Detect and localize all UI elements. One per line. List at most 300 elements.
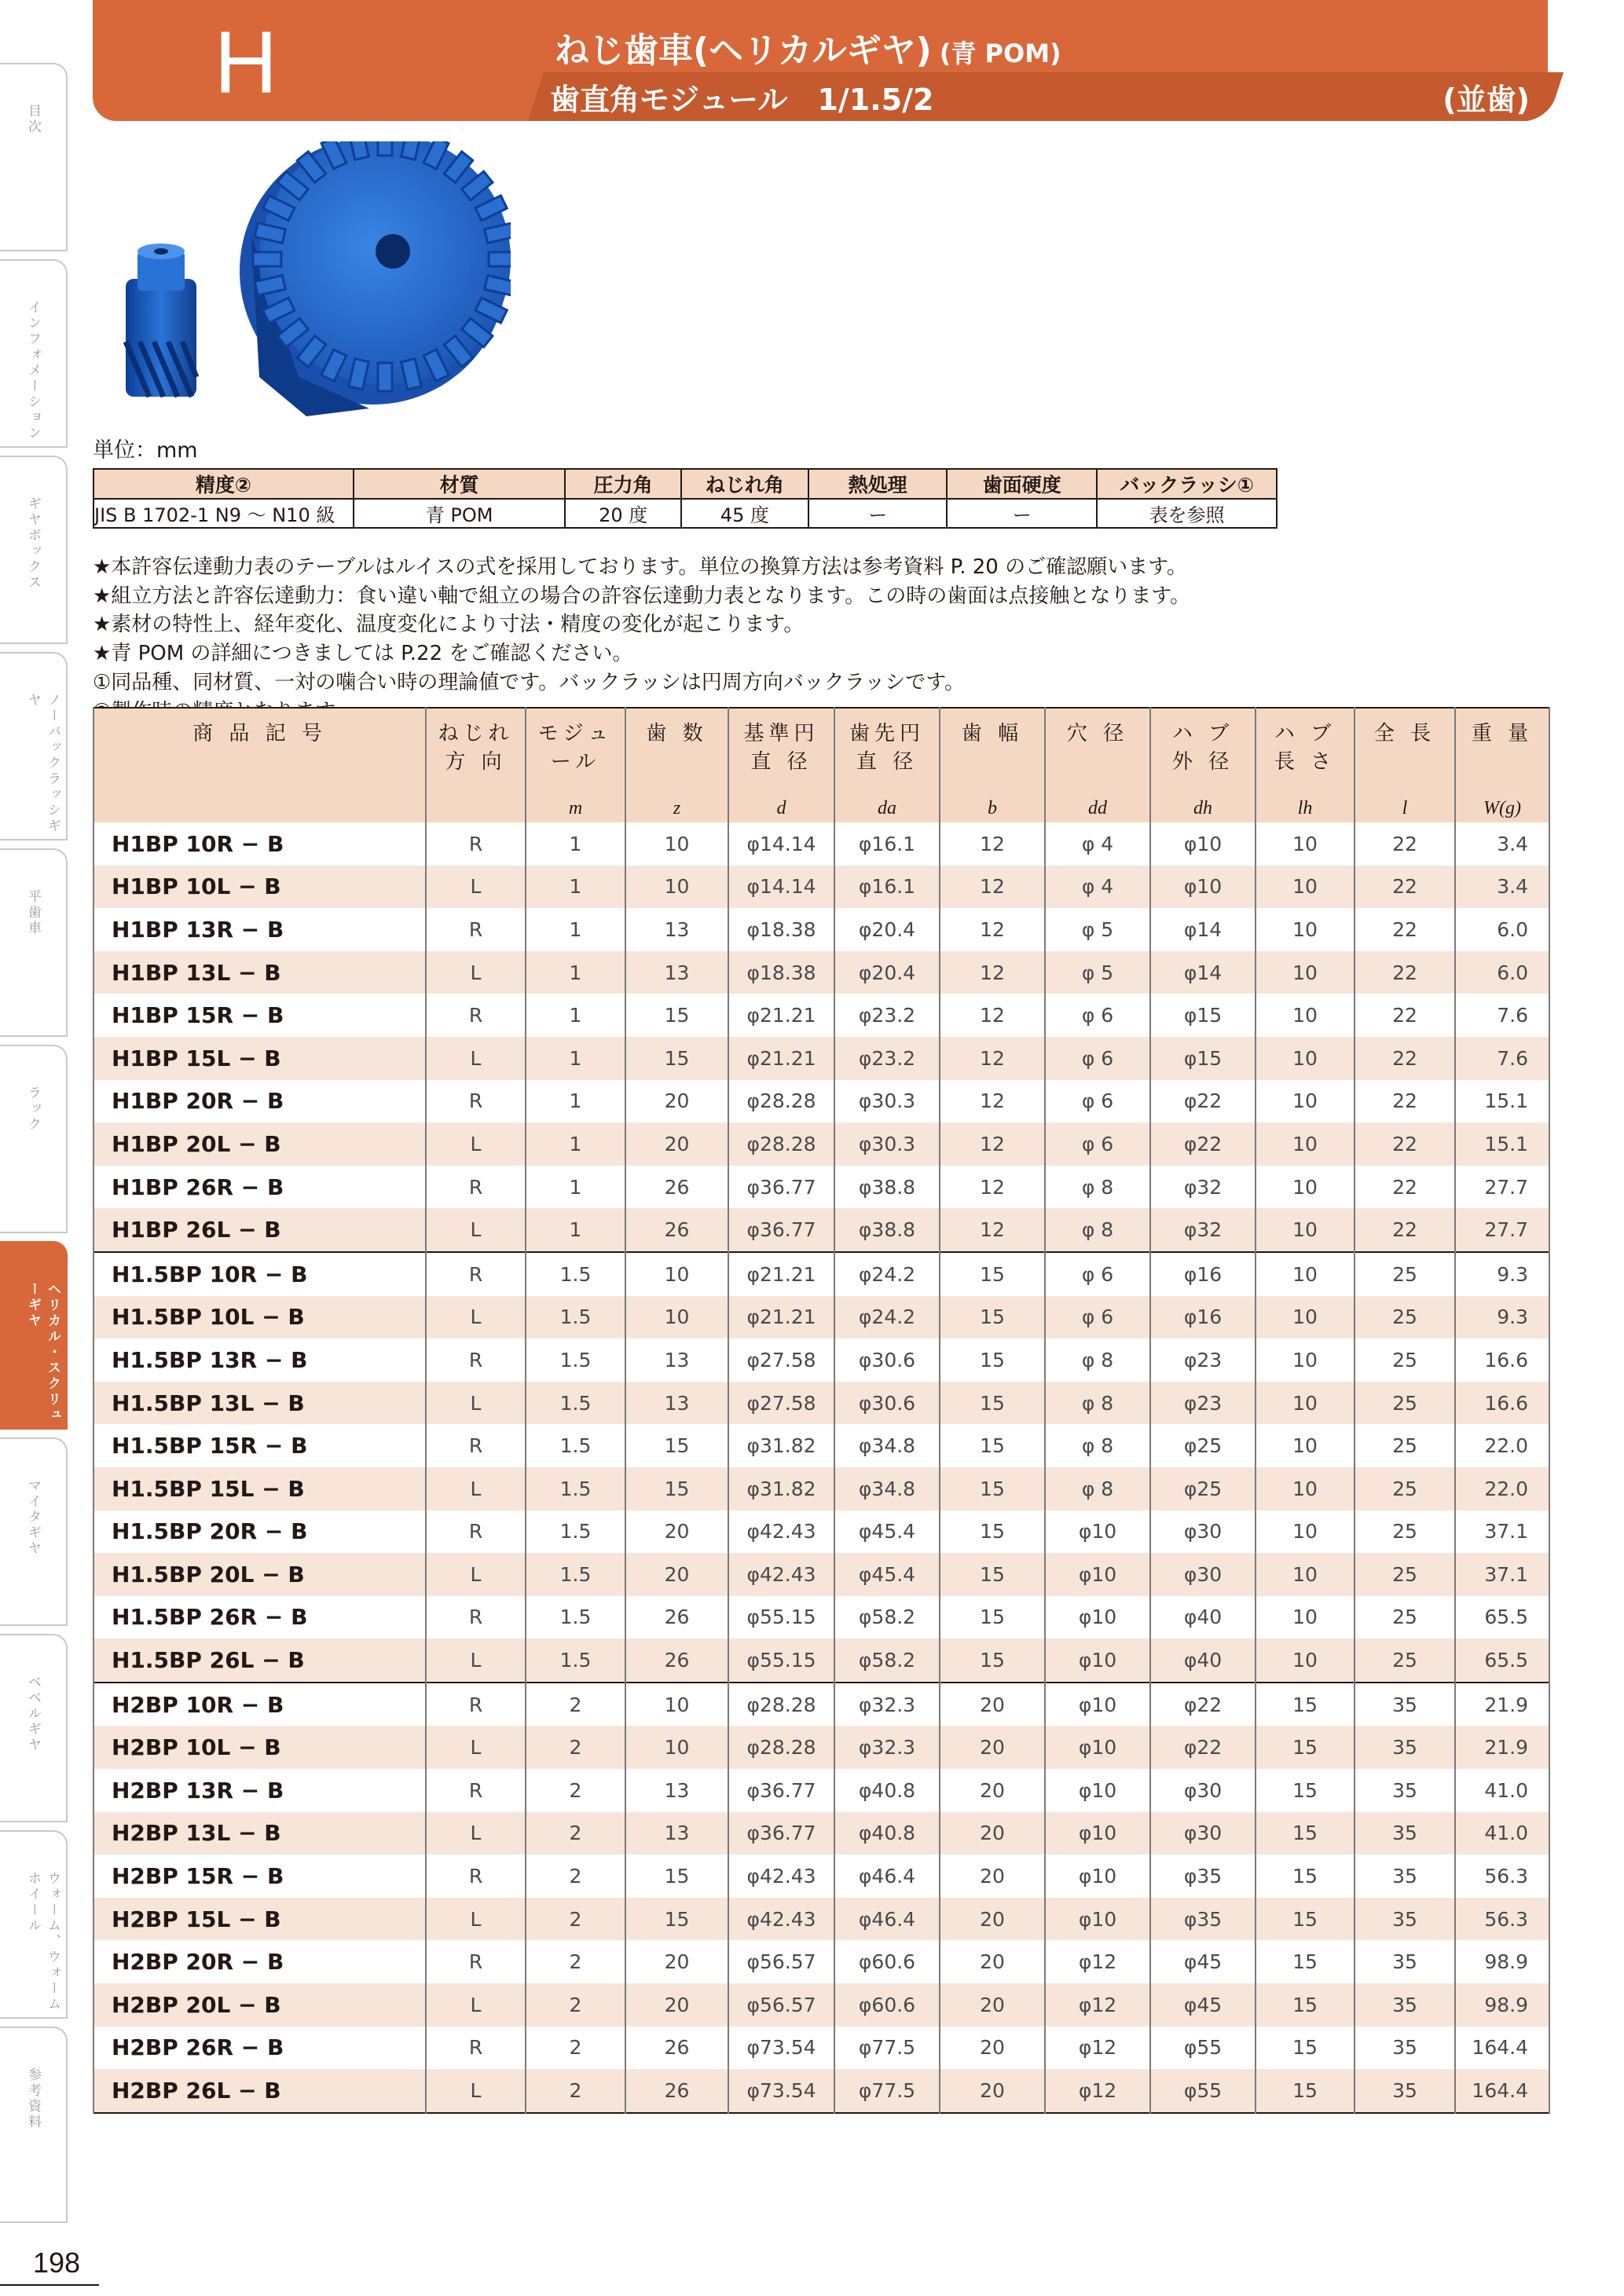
table-row (93, 1855, 1549, 1898)
table-cell: φ32 (1150, 1166, 1256, 1209)
table-cell: L (426, 2069, 526, 2113)
product-code-cell: H1BP 26R − B (93, 1166, 426, 1209)
table-cell: R (426, 908, 526, 951)
table-cell: φ27.58 (728, 1338, 834, 1382)
product-code-cell: H1BP 15R − B (93, 994, 426, 1037)
table-cell: φ 5 (1045, 908, 1150, 951)
table-cell: 13 (625, 1769, 728, 1812)
table-cell: φ10 (1045, 1683, 1150, 1727)
table-row (93, 951, 1549, 994)
column-symbol: lh (1256, 794, 1355, 822)
note-line: ①同品種、同材質、一対の噛合い時の理論値です。バックラッシは円周方向バックラッシです。 (93, 670, 966, 694)
table-row (93, 1382, 1549, 1425)
table-cell: φ40 (1150, 1596, 1256, 1639)
table-cell: 10 (1256, 908, 1355, 951)
column-header-line2: 外 径 (1171, 750, 1234, 774)
product-table (93, 707, 1550, 2114)
spec-value-cell: 45 度 (681, 499, 808, 528)
table-cell: φ25 (1150, 1424, 1256, 1467)
table-cell: φ14.14 (728, 866, 834, 909)
table-cell: 20 (625, 1080, 728, 1123)
table-row (93, 1296, 1549, 1339)
table-cell: 1 (526, 822, 625, 866)
table-cell: φ46.4 (834, 1898, 940, 1941)
table-cell: φ22 (1150, 1122, 1256, 1166)
table-cell: 1 (526, 1166, 625, 1209)
spec-header-cell: バックラッシ① (1097, 469, 1277, 499)
column-header-line1: 基準円 (743, 722, 819, 745)
table-cell: 10 (625, 1683, 728, 1727)
table-cell: R (426, 822, 526, 866)
table-cell: 15 (940, 1639, 1045, 1683)
gear-tooth (489, 252, 511, 266)
table-cell: 9.3 (1455, 1296, 1549, 1339)
table-row (93, 1553, 1549, 1596)
table-header-row (93, 708, 1549, 794)
table-cell: 20 (940, 1898, 1045, 1941)
table-cell: 1 (526, 951, 625, 994)
side-tab[interactable] (0, 1045, 68, 1233)
spec-header-cell: 熱処理 (808, 469, 948, 499)
column-header (1355, 708, 1455, 794)
table-cell: φ10 (1045, 1769, 1150, 1812)
table-cell: φ73.54 (728, 2027, 834, 2070)
table-cell: φ36.77 (728, 1166, 834, 1209)
table-cell: 10 (1256, 1037, 1355, 1080)
table-cell: 20 (940, 1812, 1045, 1855)
side-tab[interactable] (0, 1830, 68, 2019)
table-cell: 20 (940, 1726, 1045, 1769)
table-row (93, 1812, 1549, 1855)
spec-header-cell: 歯面硬度 (947, 469, 1097, 499)
table-cell: φ30.3 (834, 1122, 940, 1166)
table-cell: φ10 (1045, 1855, 1150, 1898)
table-cell: 15 (1256, 1983, 1355, 2027)
table-cell: 10 (1256, 1338, 1355, 1382)
table-cell: 22 (1355, 1080, 1455, 1123)
table-cell: 26 (625, 1166, 728, 1209)
table-cell: 2 (526, 1855, 625, 1898)
column-header-line1: 歯 幅 (961, 722, 1024, 745)
table-cell: φ10 (1045, 1639, 1150, 1683)
note-line: ★本許容伝達動力表のテーブルはルイスの式を採用しております。単位の換算方法は参考資料 P. 20 のご確認願います。 (93, 555, 1188, 579)
table-cell: 10 (1256, 951, 1355, 994)
table-cell: 25 (1355, 1639, 1455, 1683)
table-cell: 15 (625, 1855, 728, 1898)
table-cell: 10 (1256, 1424, 1355, 1467)
column-header-line2: 方 向 (445, 750, 507, 774)
table-cell: 10 (1256, 1511, 1355, 1554)
table-cell: φ46.4 (834, 1855, 940, 1898)
side-tab[interactable] (0, 1241, 68, 1430)
spec-value-row (93, 499, 1277, 528)
table-cell: φ12 (1045, 2027, 1150, 2070)
table-cell: R (426, 1511, 526, 1554)
table-cell: φ34.8 (834, 1424, 940, 1467)
table-cell: φ30 (1150, 1812, 1256, 1855)
table-cell: 10 (1256, 1382, 1355, 1425)
table-cell: 22 (1355, 1122, 1455, 1166)
table-cell: φ12 (1045, 1983, 1150, 2027)
table-row (93, 1898, 1549, 1941)
product-code-cell: H2BP 13R − B (93, 1769, 426, 1812)
table-cell: 10 (1256, 1467, 1355, 1511)
table-row (93, 1208, 1549, 1252)
table-cell: 25 (1355, 1382, 1455, 1425)
table-cell: R (426, 1940, 526, 1983)
table-cell: 35 (1355, 1769, 1455, 1812)
table-cell: 10 (1256, 1080, 1355, 1123)
note-line: ★組立方法と許容伝達動力：食い違い軸で組立の場合の許容伝達動力表となります。この時の歯面は点接触となります。 (93, 584, 1191, 608)
product-code-cell: H1.5BP 15L − B (93, 1467, 426, 1511)
table-cell: L (426, 951, 526, 994)
side-tab[interactable] (0, 2027, 68, 2223)
table-cell: φ22 (1150, 1726, 1256, 1769)
table-cell: 10 (1256, 866, 1355, 909)
table-cell: φ10 (1045, 1726, 1150, 1769)
table-cell: φ23.2 (834, 994, 940, 1037)
table-cell: 13 (625, 1338, 728, 1382)
table-cell: 1.5 (526, 1382, 625, 1425)
table-cell: 25 (1355, 1424, 1455, 1467)
product-code-cell: H1.5BP 20L − B (93, 1553, 426, 1596)
column-symbol: l (1355, 794, 1455, 822)
table-cell: 2 (526, 2027, 625, 2070)
table-cell: 15 (1256, 2069, 1355, 2113)
table-cell: 22 (1355, 1166, 1455, 1209)
table-cell: φ60.6 (834, 1983, 940, 2027)
table-cell: 15 (1256, 1769, 1355, 1812)
table-cell: 2 (526, 1812, 625, 1855)
table-cell: φ12 (1045, 2069, 1150, 2113)
table-cell: φ22 (1150, 1080, 1256, 1123)
side-tab-label: 目次 (25, 104, 41, 135)
table-cell: R (426, 1683, 526, 1727)
table-cell: L (426, 1296, 526, 1339)
column-header-line1: 全 長 (1373, 722, 1436, 745)
table-cell: φ56.57 (728, 1940, 834, 1983)
table-cell: 13 (625, 1382, 728, 1425)
table-cell: 1 (526, 1080, 625, 1123)
column-header (1045, 708, 1150, 794)
table-cell: 10 (625, 866, 728, 909)
spec-value-cell: ー (947, 499, 1097, 528)
table-cell: 12 (940, 1080, 1045, 1123)
table-cell: φ28.28 (728, 1726, 834, 1769)
column-header (1150, 708, 1256, 794)
table-cell: 22.0 (1455, 1467, 1549, 1511)
notes (93, 553, 1190, 726)
table-cell: 15 (1256, 1683, 1355, 1727)
table-cell: φ40.8 (834, 1769, 940, 1812)
side-tab-label: ラック (25, 1086, 41, 1133)
table-cell: 56.3 (1455, 1855, 1549, 1898)
table-cell: 20 (940, 1683, 1045, 1727)
table-cell: φ36.77 (728, 1208, 834, 1252)
column-header-line1: 歯先円 (849, 722, 925, 745)
table-cell: 7.6 (1455, 1037, 1549, 1080)
table-cell: φ16.1 (834, 866, 940, 909)
table-cell: R (426, 2027, 526, 2070)
table-cell: 1.5 (526, 1553, 625, 1596)
product-code-cell: H2BP 15R − B (93, 1855, 426, 1898)
table-cell: 15 (1256, 1812, 1355, 1855)
table-cell: φ 8 (1045, 1424, 1150, 1467)
spec-header-cell: 圧力角 (565, 469, 681, 499)
table-cell: 10 (1256, 1166, 1355, 1209)
table-cell: R (426, 1596, 526, 1639)
table-cell: φ10 (1045, 1812, 1150, 1855)
spec-value-cell: ー (808, 499, 948, 528)
table-cell: 15 (940, 1553, 1045, 1596)
table-cell: 1.5 (526, 1252, 625, 1296)
table-cell: φ23 (1150, 1382, 1256, 1425)
table-cell: φ22 (1150, 1683, 1256, 1727)
table-cell: φ25 (1150, 1467, 1256, 1511)
product-code-cell: H2BP 26L − B (93, 2069, 426, 2113)
column-header-line2: 長 さ (1274, 750, 1336, 774)
note-line: ★青 POM の詳細につきましては P.22 をご確認ください。 (93, 642, 633, 666)
table-cell: L (426, 1037, 526, 1080)
table-cell: 37.1 (1455, 1553, 1549, 1596)
table-cell: φ28.28 (728, 1122, 834, 1166)
table-cell: 35 (1355, 1898, 1455, 1941)
side-tab-label: ウォーム、ウォームホイール (25, 1871, 60, 2012)
table-cell: 1.5 (526, 1467, 625, 1511)
table-cell: R (426, 1424, 526, 1467)
table-cell: 25 (1355, 1553, 1455, 1596)
table-cell: 22 (1355, 1037, 1455, 1080)
table-cell: φ23.2 (834, 1037, 940, 1080)
table-cell: φ35 (1150, 1855, 1256, 1898)
table-row (93, 1166, 1549, 1209)
table-cell: L (426, 1983, 526, 2027)
table-cell: L (426, 1208, 526, 1252)
table-cell: 3.4 (1455, 822, 1549, 866)
table-cell: 1 (526, 994, 625, 1037)
header-product-code: 商 品 記 号 (93, 708, 426, 822)
table-cell: 10 (1256, 822, 1355, 866)
product-code-cell: H1.5BP 15R − B (93, 1424, 426, 1467)
table-cell: 9.3 (1455, 1252, 1549, 1296)
table-cell: 22 (1355, 951, 1455, 994)
table-cell: 2 (526, 1940, 625, 1983)
side-tab[interactable] (0, 1437, 68, 1626)
table-cell: 15 (940, 1467, 1045, 1511)
table-cell: φ45.4 (834, 1553, 940, 1596)
table-cell: 2 (526, 1726, 625, 1769)
table-row (93, 908, 1549, 951)
table-cell: 3.4 (1455, 866, 1549, 909)
table-cell: 15.1 (1455, 1080, 1549, 1123)
side-tab[interactable] (0, 456, 68, 644)
table-cell: φ30.6 (834, 1338, 940, 1382)
table-row (93, 1596, 1549, 1639)
table-cell: 22 (1355, 866, 1455, 909)
table-cell: φ77.5 (834, 2027, 940, 2070)
table-cell: 10 (1256, 1596, 1355, 1639)
table-cell: 35 (1355, 2069, 1455, 2113)
table-cell: 10 (625, 822, 728, 866)
table-cell: φ15 (1150, 994, 1256, 1037)
table-cell: 27.7 (1455, 1166, 1549, 1209)
table-cell: φ23 (1150, 1338, 1256, 1382)
table-cell: φ40.8 (834, 1812, 940, 1855)
table-cell: φ45 (1150, 1983, 1256, 2027)
table-cell: 15 (940, 1338, 1045, 1382)
table-cell: 15 (940, 1424, 1045, 1467)
table-row (93, 1467, 1549, 1511)
product-code-cell: H1.5BP 13L − B (93, 1382, 426, 1425)
product-code-cell: H1.5BP 26R − B (93, 1596, 426, 1639)
table-cell: 12 (940, 1122, 1045, 1166)
table-row (93, 1683, 1549, 1727)
table-cell: 13 (625, 1812, 728, 1855)
product-code-cell: H1BP 26L − B (93, 1208, 426, 1252)
table-cell: φ 8 (1045, 1338, 1150, 1382)
table-cell: 15 (625, 994, 728, 1037)
column-header-line1: 重 量 (1471, 722, 1534, 745)
table-cell: φ40 (1150, 1639, 1256, 1683)
column-symbol: z (625, 794, 728, 822)
table-cell: 2 (526, 2069, 625, 2113)
column-symbol: m (526, 794, 625, 822)
table-cell: L (426, 1898, 526, 1941)
table-cell: φ30.3 (834, 1080, 940, 1123)
product-code-cell: H1.5BP 26L − B (93, 1639, 426, 1683)
side-tab[interactable] (0, 63, 68, 251)
table-cell: φ21.21 (728, 1037, 834, 1080)
table-cell: 20 (625, 1983, 728, 2027)
table-cell: 10 (1256, 1296, 1355, 1339)
table-cell: 15 (940, 1296, 1045, 1339)
table-cell: R (426, 1080, 526, 1123)
table-cell: 12 (940, 994, 1045, 1037)
table-cell: 25 (1355, 1296, 1455, 1339)
table-cell: φ 4 (1045, 866, 1150, 909)
table-cell: 10 (625, 1726, 728, 1769)
table-cell: φ 4 (1045, 822, 1150, 866)
table-cell: 25 (1355, 1467, 1455, 1511)
table-cell: φ38.8 (834, 1166, 940, 1209)
table-row (93, 1424, 1549, 1467)
column-symbol: d (728, 794, 834, 822)
table-cell: 164.4 (1455, 2069, 1549, 2113)
table-cell: φ60.6 (834, 1940, 940, 1983)
table-cell: φ16 (1150, 1252, 1256, 1296)
table-cell: 10 (625, 1252, 728, 1296)
side-tab-label: ヘリカル・スクリューギヤ (25, 1282, 60, 1423)
side-tab[interactable] (0, 848, 68, 1037)
product-code-cell: H2BP 13L − B (93, 1812, 426, 1855)
table-cell: 2 (526, 1769, 625, 1812)
table-cell: 1 (526, 1037, 625, 1080)
page-subtitle: 歯直角モジュール 1/1.5/2 (550, 82, 934, 117)
table-cell: φ10 (1045, 1511, 1150, 1554)
table-cell: φ31.82 (728, 1424, 834, 1467)
table-cell: 10 (1256, 1639, 1355, 1683)
table-body (93, 822, 1549, 2113)
table-cell: 25 (1355, 1252, 1455, 1296)
column-header (625, 708, 728, 794)
table-cell: 15 (1256, 1855, 1355, 1898)
table-cell: 12 (940, 866, 1045, 909)
side-tab[interactable] (0, 259, 68, 448)
table-cell: φ10 (1045, 1553, 1150, 1596)
table-cell: 12 (940, 951, 1045, 994)
table-cell: φ 6 (1045, 1037, 1150, 1080)
table-cell: φ 8 (1045, 1382, 1150, 1425)
table-cell: R (426, 1166, 526, 1209)
table-cell: 12 (940, 1037, 1045, 1080)
table-cell: 15 (625, 1467, 728, 1511)
table-cell: φ32.3 (834, 1726, 940, 1769)
table-cell: φ32 (1150, 1208, 1256, 1252)
table-row (93, 1726, 1549, 1769)
subtitle-tooth-type: (並歯) (1443, 82, 1530, 117)
table-cell: 10 (1256, 1252, 1355, 1296)
table-cell: 65.5 (1455, 1596, 1549, 1639)
table-row (93, 1983, 1549, 2027)
table-cell: φ14 (1150, 951, 1256, 994)
table-cell: 35 (1355, 1683, 1455, 1727)
table-cell: 20 (940, 1940, 1045, 1983)
product-code-cell: H1.5BP 10R − B (93, 1252, 426, 1296)
table-cell: 1.5 (526, 1296, 625, 1339)
table-cell: L (426, 1467, 526, 1511)
column-header (426, 708, 526, 794)
table-cell: 15 (940, 1596, 1045, 1639)
spec-value-cell: 青 POM (354, 499, 565, 528)
table-cell: 1.5 (526, 1424, 625, 1467)
column-symbol (426, 794, 526, 822)
table-cell: 10 (1256, 994, 1355, 1037)
table-cell: 1 (526, 908, 625, 951)
table-cell: 20 (940, 1769, 1045, 1812)
table-cell: φ24.2 (834, 1296, 940, 1339)
table-cell: 20 (625, 1511, 728, 1554)
side-tab[interactable] (0, 652, 68, 840)
gear-tooth (378, 363, 392, 391)
table-cell: φ34.8 (834, 1467, 940, 1511)
table-cell: 15 (940, 1382, 1045, 1425)
table-cell: 25 (1355, 1338, 1455, 1382)
product-code-cell: H1.5BP 10L − B (93, 1296, 426, 1339)
table-cell: L (426, 1382, 526, 1425)
table-row (93, 822, 1549, 866)
table-cell: φ10 (1045, 1596, 1150, 1639)
table-cell: φ30 (1150, 1511, 1256, 1554)
column-header (834, 708, 940, 794)
table-cell: 20 (625, 1940, 728, 1983)
table-cell: φ36.77 (728, 1812, 834, 1855)
column-header-line1: ハ ブ (1171, 722, 1234, 745)
table-cell: 35 (1355, 1726, 1455, 1769)
table-cell: φ18.38 (728, 908, 834, 951)
table-cell: φ30.6 (834, 1382, 940, 1425)
spec-header-cell: 材質 (354, 469, 565, 499)
side-tab[interactable] (0, 1634, 68, 1822)
product-code-cell: H2BP 10R − B (93, 1683, 426, 1727)
table-cell: L (426, 1553, 526, 1596)
column-header (940, 708, 1045, 794)
footer-rule (0, 2284, 99, 2286)
table-cell: φ21.21 (728, 1296, 834, 1339)
column-header-line1: 歯 数 (646, 722, 708, 745)
table-cell: 65.5 (1455, 1639, 1549, 1683)
table-cell: 15 (625, 1424, 728, 1467)
spec-header-cell: 精度② (93, 469, 354, 499)
